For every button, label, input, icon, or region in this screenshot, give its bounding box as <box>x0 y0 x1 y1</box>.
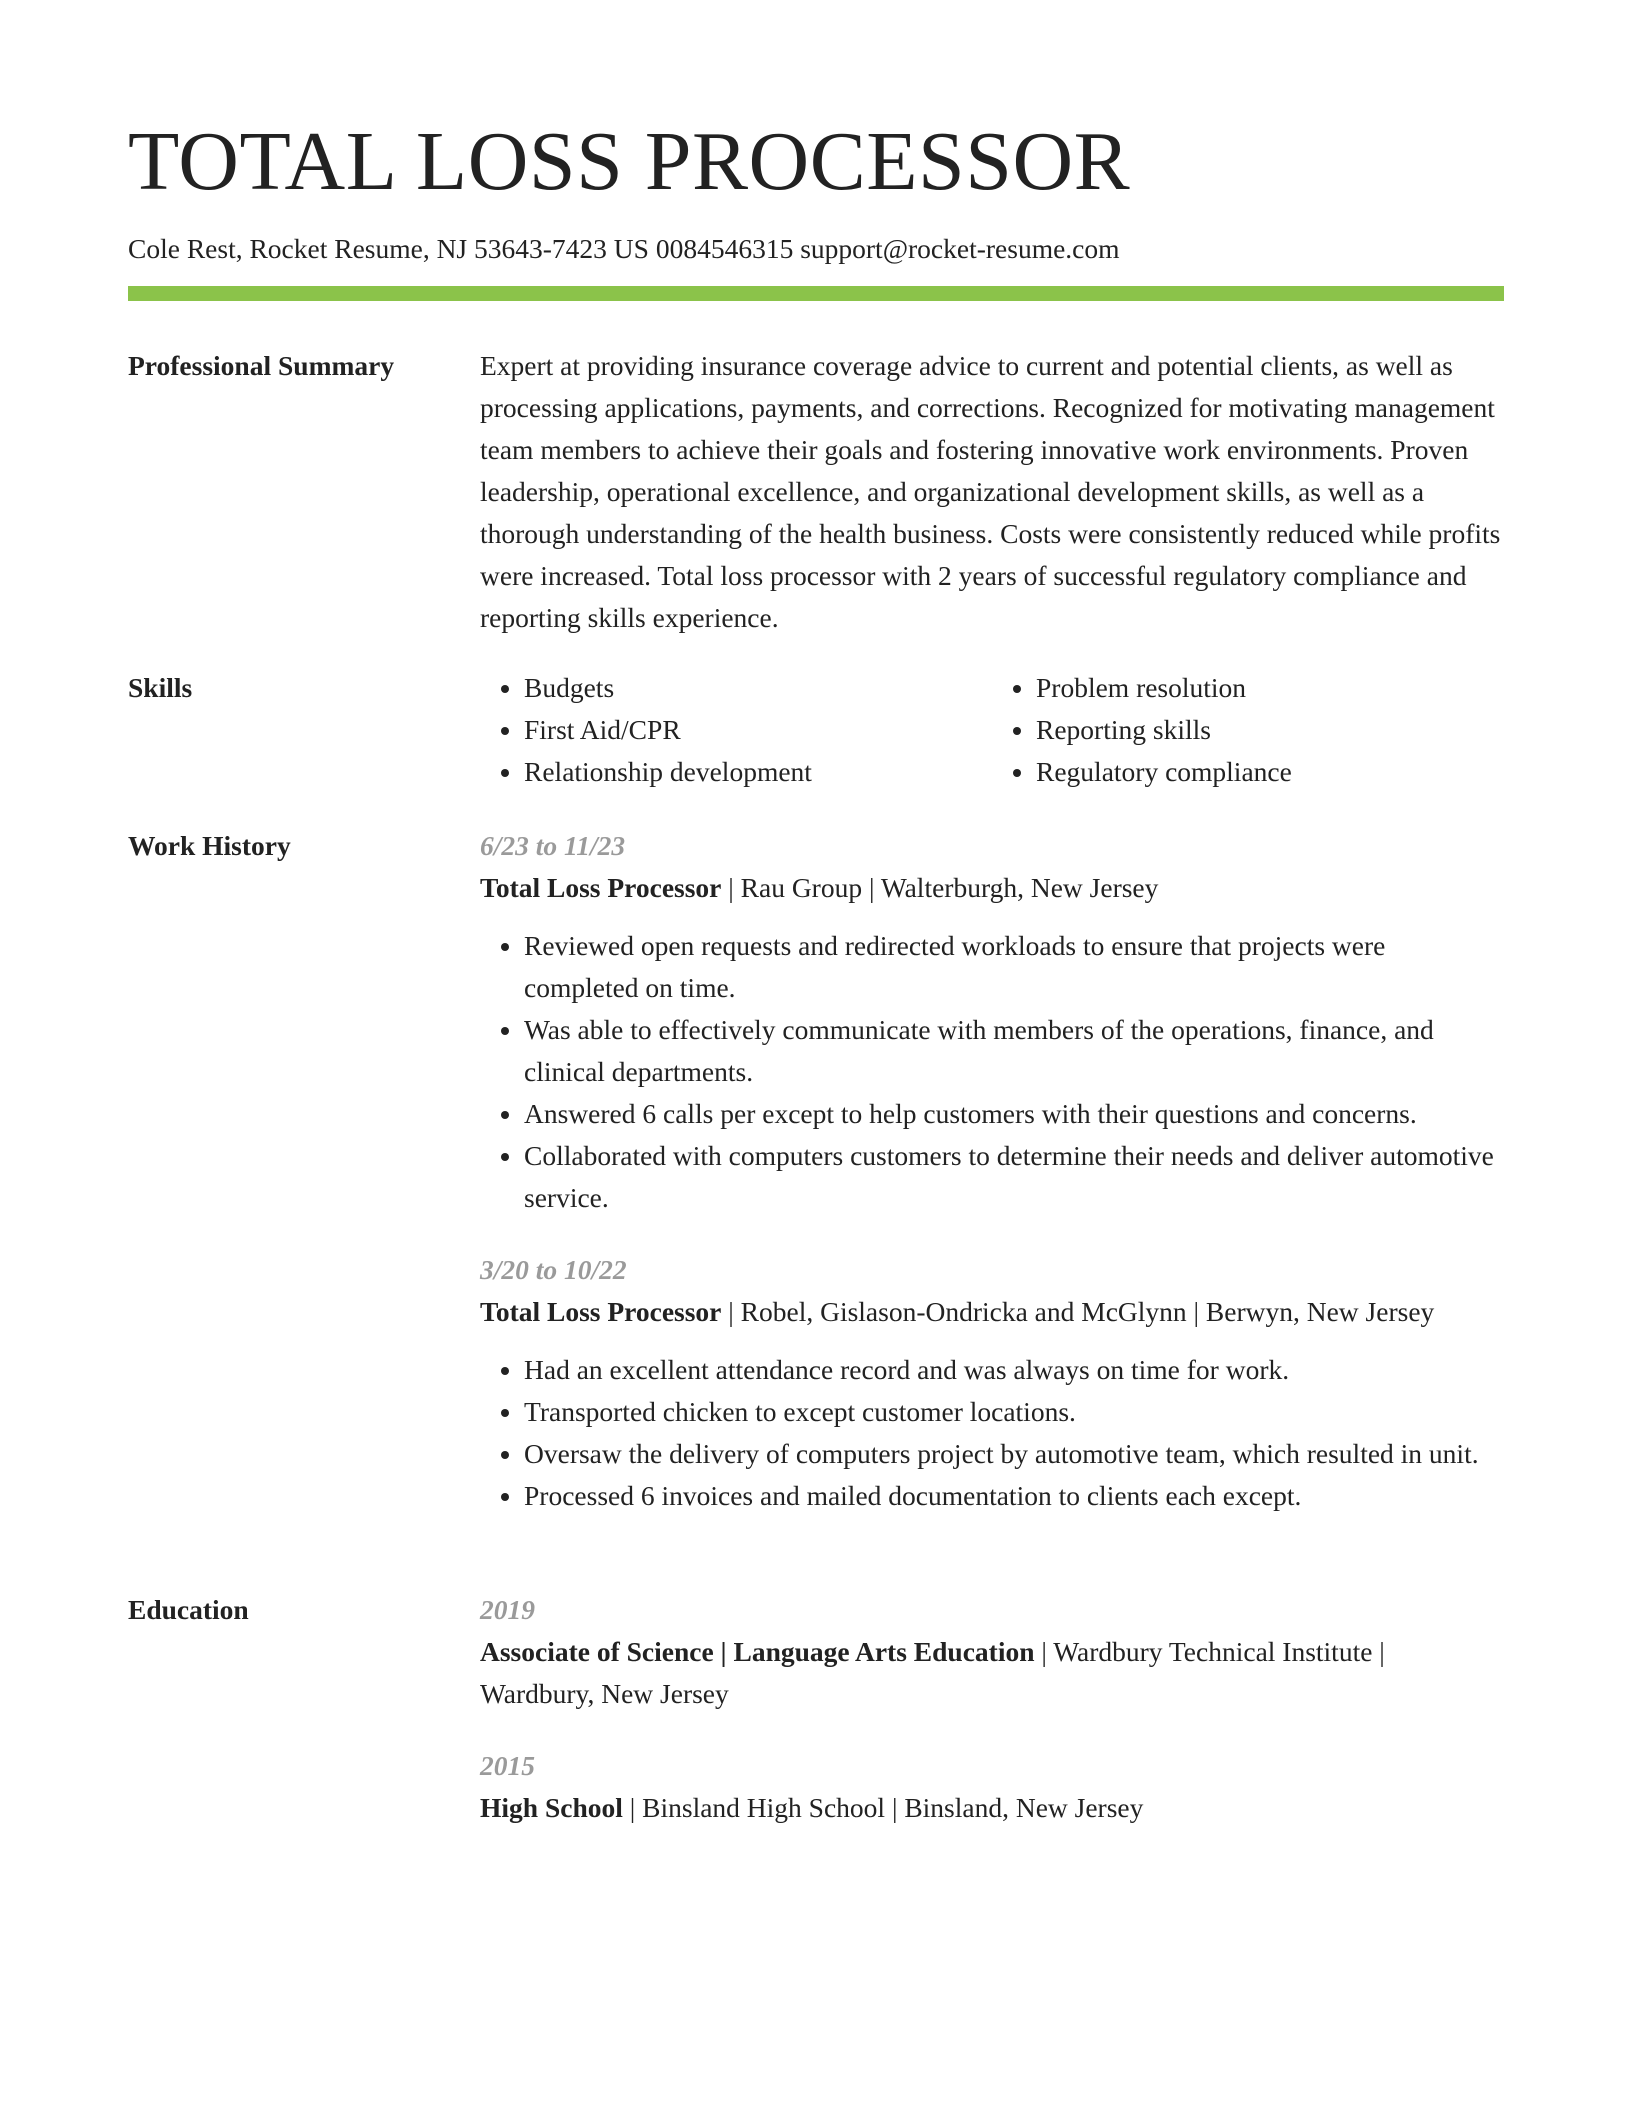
education-degree: High School <box>480 1792 623 1823</box>
summary-body <box>480 345 1504 639</box>
resume-title: TOTAL LOSS PROCESSOR <box>128 115 1131 208</box>
skills-heading: Skills <box>128 672 193 703</box>
skills-list-right <box>992 667 1504 793</box>
job-line <box>480 867 1504 909</box>
skill-item: • Reporting skills <box>1036 709 1504 751</box>
education-details: | Wardbury Technical Institute | Wardbury, New Jersey <box>480 1636 1385 1709</box>
work-history-heading: Work History <box>128 830 291 861</box>
education-entry <box>480 1745 1504 1829</box>
job-line <box>480 1291 1504 1333</box>
skill-item: • Regulatory compliance <box>1036 751 1504 793</box>
contact-line: Cole Rest, Rocket Resume, NJ 53643-7423 US 0084546315 support@rocket-resume.com <box>128 233 1120 264</box>
job-bullet: • Was able to effectively communicate with members of the operations, finance, and clinical departments. <box>524 1009 1504 1093</box>
education-entry <box>480 1589 1504 1715</box>
skills-grid <box>480 667 1504 793</box>
skill-item: • First Aid/CPR <box>524 709 992 751</box>
summary-heading: Professional Summary <box>128 350 395 381</box>
job-title: Total Loss Processor <box>480 872 722 903</box>
skills-list-left <box>480 667 992 793</box>
job-bullet: • Had an excellent attendance record and was always on time for work. <box>524 1349 1504 1391</box>
education-year: 2015 <box>480 1750 535 1781</box>
job-entry <box>480 1249 1504 1517</box>
job-bullet: • Processed 6 invoices and mailed documentation to clients each except. <box>524 1475 1504 1517</box>
job-title: Total Loss Processor <box>480 1296 722 1327</box>
job-dates: 6/23 to 11/23 <box>480 830 626 861</box>
education-heading: Education <box>128 1594 249 1625</box>
job-bullet: • Transported chicken to except customer locations. <box>524 1391 1504 1433</box>
job-entry <box>480 825 1504 1219</box>
job-bullets <box>480 925 1504 1219</box>
skill-item: • Budgets <box>524 667 992 709</box>
job-bullet: • Oversaw the delivery of computers project by automotive team, which resulted in unit. <box>524 1433 1504 1475</box>
job-dates: 3/20 to 10/22 <box>480 1254 627 1285</box>
skills-body <box>480 667 1504 793</box>
skill-item: • Problem resolution <box>1036 667 1504 709</box>
job-bullet: • Collaborated with computers customers to determine their needs and deliver automotive service. <box>524 1135 1504 1219</box>
job-details: | Robel, Gislason-Ondricka and McGlynn | Berwyn, New Jersey <box>721 1296 1435 1327</box>
job-bullet: • Answered 6 calls per except to help customers with their questions and concerns. <box>524 1093 1504 1135</box>
education-body <box>480 1589 1504 1829</box>
work-history-body <box>480 825 1504 1517</box>
skill-item: • Relationship development <box>524 751 992 793</box>
education-line <box>480 1787 1504 1829</box>
job-bullets <box>480 1349 1504 1517</box>
accent-divider <box>128 286 1504 301</box>
job-bullet: • Reviewed open requests and redirected workloads to ensure that projects were completed on time. <box>524 925 1504 1009</box>
summary-text: Expert at providing insurance coverage advice to current and potential clients, as well as processing applications, payments, and corrections. Recognized for motivating management team members to achieve their goals and fostering innovative work environments. Proven leadership, operational excellence, and organizational development skills, as well as a thorough understanding of the health business. Costs were consistently reduced while profits were increased. Total loss processor with 2 years of successful regulatory compliance and reporting skills experience. <box>480 350 1501 633</box>
job-details: | Rau Group | Walterburgh, New Jersey <box>721 872 1159 903</box>
education-degree: Associate of Science | Language Arts Education <box>480 1636 1035 1667</box>
education-details: | Binsland High School | Binsland, New Jersey <box>622 1792 1144 1823</box>
education-line <box>480 1631 1504 1715</box>
education-year: 2019 <box>480 1594 535 1625</box>
